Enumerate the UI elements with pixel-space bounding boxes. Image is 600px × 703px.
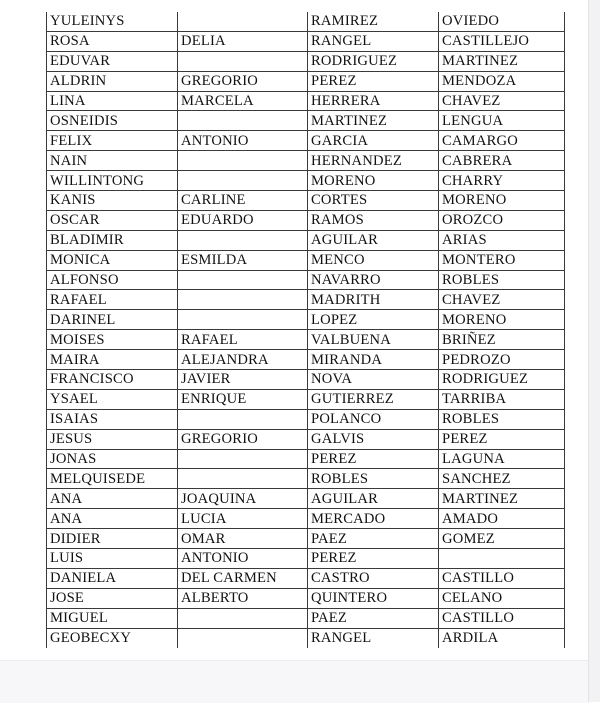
first-name-cell: ALFONSO (47, 270, 178, 290)
second-surname-cell: OVIEDO (439, 12, 565, 31)
second-surname-cell: ARIAS (439, 230, 565, 250)
first-name-cell: ISAIAS (47, 409, 178, 429)
surname-cell: HERRERA (308, 91, 439, 111)
first-name-cell: ANA (47, 489, 178, 509)
second-surname-cell (439, 549, 565, 569)
table-row (47, 91, 565, 111)
table-row (47, 111, 565, 131)
middle-name-cell: ANTONIO (178, 131, 308, 151)
middle-name-cell (178, 628, 308, 647)
page-bottom-margin (0, 660, 588, 703)
second-surname-cell: ROBLES (439, 270, 565, 290)
table-row (47, 449, 565, 469)
first-name-cell: MOISES (47, 330, 178, 350)
first-name-cell: MELQUISEDE (47, 469, 178, 489)
table-row (47, 370, 565, 390)
second-surname-cell: AMADO (439, 509, 565, 529)
middle-name-cell: DEL CARMEN (178, 568, 308, 588)
table-row (47, 489, 565, 509)
first-name-cell: KANIS (47, 191, 178, 211)
surname-cell: PEREZ (308, 71, 439, 91)
first-name-cell: MIGUEL (47, 608, 178, 628)
middle-name-cell (178, 12, 308, 31)
first-name-cell: LUIS (47, 549, 178, 569)
table-row (47, 429, 565, 449)
second-surname-cell: RODRIGUEZ (439, 370, 565, 390)
surname-cell: PAEZ (308, 608, 439, 628)
names-table-body (47, 12, 565, 648)
table-row (47, 270, 565, 290)
second-surname-cell: CABRERA (439, 151, 565, 171)
table-row (47, 12, 565, 31)
surname-cell: CORTES (308, 191, 439, 211)
surname-cell: GUTIERREZ (308, 389, 439, 409)
surname-cell: RANGEL (308, 628, 439, 647)
surname-cell: RANGEL (308, 31, 439, 51)
middle-name-cell: GREGORIO (178, 71, 308, 91)
middle-name-cell: ANTONIO (178, 549, 308, 569)
first-name-cell: YSAEL (47, 389, 178, 409)
table-row (47, 310, 565, 330)
table-row (47, 171, 565, 191)
surname-cell: RAMIREZ (308, 12, 439, 31)
table-row (47, 568, 565, 588)
middle-name-cell (178, 310, 308, 330)
second-surname-cell: CHARRY (439, 171, 565, 191)
table-row (47, 469, 565, 489)
second-surname-cell: CAMARGO (439, 131, 565, 151)
first-name-cell: OSCAR (47, 210, 178, 230)
table-row (47, 250, 565, 270)
surname-cell: VALBUENA (308, 330, 439, 350)
table-row (47, 330, 565, 350)
first-name-cell: RAFAEL (47, 290, 178, 310)
surname-cell: MIRANDA (308, 350, 439, 370)
table-row (47, 131, 565, 151)
table-row (47, 71, 565, 91)
surname-cell: NAVARRO (308, 270, 439, 290)
table-row (47, 191, 565, 211)
second-surname-cell: BRIÑEZ (439, 330, 565, 350)
middle-name-cell: ESMILDA (178, 250, 308, 270)
middle-name-cell (178, 151, 308, 171)
first-name-cell: MAIRA (47, 350, 178, 370)
surname-cell: AGUILAR (308, 230, 439, 250)
page-edge-right (588, 0, 600, 702)
second-surname-cell: ARDILA (439, 628, 565, 647)
second-surname-cell: CHAVEZ (439, 91, 565, 111)
surname-cell: NOVA (308, 370, 439, 390)
first-name-cell: DARINEL (47, 310, 178, 330)
surname-cell: MERCADO (308, 509, 439, 529)
second-surname-cell: LENGUA (439, 111, 565, 131)
second-surname-cell: TARRIBA (439, 389, 565, 409)
second-surname-cell: OROZCO (439, 210, 565, 230)
surname-cell: PEREZ (308, 449, 439, 469)
second-surname-cell: CASTILLO (439, 608, 565, 628)
surname-cell: AGUILAR (308, 489, 439, 509)
middle-name-cell (178, 111, 308, 131)
first-name-cell: ALDRIN (47, 71, 178, 91)
surname-cell: MARTINEZ (308, 111, 439, 131)
surname-cell: RAMOS (308, 210, 439, 230)
middle-name-cell: ALEJANDRA (178, 350, 308, 370)
middle-name-cell: RAFAEL (178, 330, 308, 350)
first-name-cell: OSNEIDIS (47, 111, 178, 131)
middle-name-cell: JOAQUINA (178, 489, 308, 509)
first-name-cell: DANIELA (47, 568, 178, 588)
first-name-cell: GEOBECXY (47, 628, 178, 647)
middle-name-cell: GREGORIO (178, 429, 308, 449)
second-surname-cell: CASTILLO (439, 568, 565, 588)
first-name-cell: JOSE (47, 588, 178, 608)
middle-name-cell (178, 230, 308, 250)
surname-cell: GALVIS (308, 429, 439, 449)
surname-cell: POLANCO (308, 409, 439, 429)
second-surname-cell: SANCHEZ (439, 469, 565, 489)
table-row (47, 509, 565, 529)
surname-cell: PEREZ (308, 549, 439, 569)
middle-name-cell (178, 469, 308, 489)
second-surname-cell: MORENO (439, 310, 565, 330)
table-row (47, 350, 565, 370)
middle-name-cell: MARCELA (178, 91, 308, 111)
surname-cell: QUINTERO (308, 588, 439, 608)
first-name-cell: BLADIMIR (47, 230, 178, 250)
second-surname-cell: PEDROZO (439, 350, 565, 370)
first-name-cell: DIDIER (47, 529, 178, 549)
surname-cell: HERNANDEZ (308, 151, 439, 171)
middle-name-cell (178, 290, 308, 310)
surname-cell: PAEZ (308, 529, 439, 549)
table-row (47, 588, 565, 608)
middle-name-cell: ALBERTO (178, 588, 308, 608)
second-surname-cell: GOMEZ (439, 529, 565, 549)
second-surname-cell: MORENO (439, 191, 565, 211)
surname-cell: ROBLES (308, 469, 439, 489)
middle-name-cell: DELIA (178, 31, 308, 51)
surname-cell: MENCO (308, 250, 439, 270)
table-row (47, 51, 565, 71)
table-row (47, 549, 565, 569)
second-surname-cell: ROBLES (439, 409, 565, 429)
middle-name-cell: OMAR (178, 529, 308, 549)
second-surname-cell: MARTINEZ (439, 489, 565, 509)
second-surname-cell: CELANO (439, 588, 565, 608)
table-row (47, 608, 565, 628)
first-name-cell: LINA (47, 91, 178, 111)
middle-name-cell: LUCIA (178, 509, 308, 529)
surname-cell: GARCIA (308, 131, 439, 151)
first-name-cell: NAIN (47, 151, 178, 171)
table-row (47, 409, 565, 429)
table-row (47, 529, 565, 549)
surname-cell: MADRITH (308, 290, 439, 310)
table-row (47, 389, 565, 409)
first-name-cell: MONICA (47, 250, 178, 270)
surname-cell: MORENO (308, 171, 439, 191)
first-name-cell: JESUS (47, 429, 178, 449)
surname-cell: CASTRO (308, 568, 439, 588)
middle-name-cell (178, 449, 308, 469)
middle-name-cell: JAVIER (178, 370, 308, 390)
first-name-cell: EDUVAR (47, 51, 178, 71)
first-name-cell: ANA (47, 509, 178, 529)
middle-name-cell (178, 51, 308, 71)
table-row (47, 628, 565, 647)
first-name-cell: FELIX (47, 131, 178, 151)
middle-name-cell: EDUARDO (178, 210, 308, 230)
second-surname-cell: MARTINEZ (439, 51, 565, 71)
first-name-cell: JONAS (47, 449, 178, 469)
first-name-cell: YULEINYS (47, 12, 178, 31)
middle-name-cell (178, 171, 308, 191)
first-name-cell: FRANCISCO (47, 370, 178, 390)
first-name-cell: ROSA (47, 31, 178, 51)
second-surname-cell: CHAVEZ (439, 290, 565, 310)
table-row (47, 151, 565, 171)
middle-name-cell: ENRIQUE (178, 389, 308, 409)
second-surname-cell: MONTERO (439, 250, 565, 270)
surname-cell: LOPEZ (308, 310, 439, 330)
second-surname-cell: PEREZ (439, 429, 565, 449)
second-surname-cell: CASTILLEJO (439, 31, 565, 51)
middle-name-cell (178, 608, 308, 628)
middle-name-cell (178, 409, 308, 429)
table-row (47, 230, 565, 250)
names-table (46, 12, 565, 648)
middle-name-cell: CARLINE (178, 191, 308, 211)
table-row (47, 210, 565, 230)
surname-cell: RODRIGUEZ (308, 51, 439, 71)
first-name-cell: WILLINTONG (47, 171, 178, 191)
middle-name-cell (178, 270, 308, 290)
table-row (47, 31, 565, 51)
second-surname-cell: MENDOZA (439, 71, 565, 91)
table-row (47, 290, 565, 310)
second-surname-cell: LAGUNA (439, 449, 565, 469)
